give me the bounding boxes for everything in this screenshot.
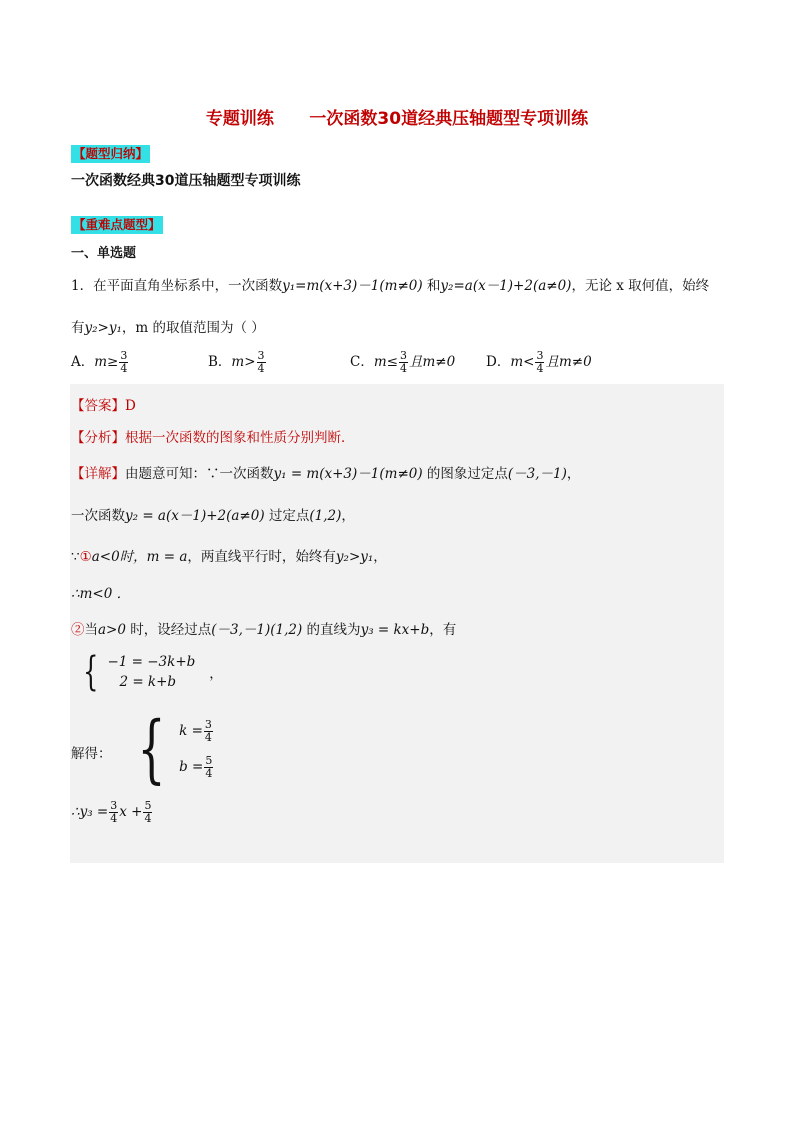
detail-line-4: ∴m<0 ．: [71, 586, 131, 602]
detail-text: 当: [84, 622, 98, 638]
fraction-denominator: 4: [110, 812, 118, 825]
detail-text: ，: [566, 466, 581, 482]
option-b[interactable]: [208, 350, 267, 375]
fraction-numerator: 3: [257, 349, 265, 362]
condition: a<0时，: [91, 549, 147, 565]
detail-text: 一次函数: [71, 508, 125, 524]
formula-inequality: y₂>y₁: [84, 320, 122, 336]
option-c[interactable]: [350, 350, 455, 375]
analysis-text: 根据一次函数的图象和性质分别判断．: [125, 430, 355, 446]
brace-icon: {: [83, 649, 99, 695]
option-relation: m>: [231, 354, 256, 370]
option-relation: m≥: [94, 354, 119, 370]
question-text: 有: [71, 320, 85, 336]
formula: x +: [119, 804, 143, 820]
answer-value: D: [125, 398, 136, 414]
fraction-denominator: 4: [257, 362, 265, 375]
final-result: [71, 800, 153, 825]
solution-b-label: b =: [179, 759, 204, 775]
analysis-line: [71, 426, 355, 446]
formula-y2: y₂=a(x－1)+2(a≠0): [440, 278, 572, 294]
detail-text: 过定点: [264, 508, 310, 524]
option-label: A．: [71, 354, 95, 370]
formula: y₂>y₁: [335, 549, 374, 565]
fraction-numerator: 5: [144, 799, 152, 812]
solution-b: [179, 749, 214, 785]
fraction-denominator: 4: [120, 362, 128, 375]
fraction-denominator: 4: [205, 767, 213, 780]
fraction-numerator: 5: [205, 754, 213, 767]
fraction: [143, 800, 152, 825]
option-label: B．: [208, 354, 232, 370]
fraction: [257, 350, 266, 375]
brace-icon: {: [137, 706, 166, 792]
equation-2: 2 = k+b: [119, 674, 177, 690]
section-heading-single-choice: 一、单选题: [71, 246, 137, 261]
detail-text: ∵: [71, 549, 80, 565]
condition: a>0: [98, 622, 126, 638]
detail-text: 由题意可知：∵一次函数: [125, 466, 274, 482]
detail-text: ，两直线平行时，始终有: [187, 549, 336, 565]
answer-line: [71, 394, 136, 414]
detail-text: ，: [209, 666, 223, 682]
fraction: [119, 350, 128, 375]
detail-text: ，: [373, 549, 387, 565]
fraction-numerator: 3: [399, 349, 407, 362]
question-text: 和: [422, 278, 441, 294]
equation-1: −1 = −3k+b: [107, 654, 196, 670]
fraction: [399, 350, 408, 375]
question-text: ，无论 x 取何值，始终: [571, 278, 710, 294]
detail-text: ，有: [429, 622, 457, 638]
option-tail: 且m≠0: [545, 354, 592, 370]
fraction-denominator: 4: [204, 731, 212, 744]
detail-text: 时，设经过点: [125, 622, 212, 638]
question-text: ，m 的取值范围为（ ）: [121, 320, 265, 336]
case-marker: ①: [79, 549, 92, 565]
option-relation: m<: [510, 354, 535, 370]
fixed-point: (－3,－1): [507, 466, 567, 482]
formula-y3: y₃ = kx+b: [360, 622, 430, 638]
analysis-label: 【分析】: [71, 430, 125, 446]
question-text: 1．在平面直角坐标系中，一次函数: [71, 278, 283, 294]
fixed-point: (1,2): [309, 508, 342, 524]
formula-y1: y₁ = m(x+3)－1(m≠0): [273, 466, 423, 482]
page-title: 专题训练 一次函数30道经典压轴题型专项训练: [205, 109, 589, 129]
points: (－3,－1)(1,2): [211, 622, 303, 638]
detail-text: 的图象过定点: [422, 466, 508, 482]
answer-label: 【答案】: [71, 398, 125, 414]
detail-label: 【详解】: [71, 466, 125, 482]
option-tail: 且m≠0: [408, 354, 456, 370]
section-tag-key-types: 【重难点题型】: [73, 217, 161, 232]
detail-line-2: [71, 504, 355, 524]
fraction-numerator: 3: [536, 349, 544, 362]
question-line-2: [71, 316, 265, 336]
section-tag-summary: 【题型归纳】: [73, 146, 149, 161]
formula-y2: y₂ = a(x－1)+2(a≠0): [125, 508, 265, 524]
fraction-numerator: 3: [110, 799, 118, 812]
solve-label: 解得：: [71, 746, 112, 762]
formula: m = a: [146, 549, 188, 565]
fraction: [535, 350, 544, 375]
fraction: [204, 755, 213, 780]
fraction-denominator: 4: [144, 812, 152, 825]
fraction: [109, 800, 118, 825]
detail-line-5: [71, 618, 456, 638]
solution-k-label: k =: [179, 723, 203, 739]
question-line-1: [71, 274, 709, 294]
solution-system: [128, 706, 214, 792]
option-relation: m≤: [373, 354, 398, 370]
fraction-denominator: 4: [399, 362, 407, 375]
option-d[interactable]: [486, 350, 592, 375]
section-heading-summary: 一次函数经典30道压轴题型专项训练: [71, 173, 301, 189]
option-label: C．: [350, 354, 374, 370]
formula-y3: ∴y₃ =: [71, 804, 109, 820]
formula-y1: y₁=m(x+3)－1(m≠0): [282, 278, 423, 294]
detail-text: ，: [341, 508, 355, 524]
case-marker: ②: [71, 622, 85, 638]
fraction-numerator: 3: [120, 349, 128, 362]
detail-line-3: [71, 545, 387, 565]
option-label: D．: [486, 354, 511, 370]
equation-system: [78, 649, 223, 695]
fraction: [204, 719, 213, 744]
solution-k: [179, 713, 214, 749]
option-a[interactable]: [71, 350, 129, 375]
detail-line-1: [71, 462, 580, 482]
detail-text: 的直线为: [302, 622, 361, 638]
fraction-numerator: 3: [204, 718, 212, 731]
fraction-denominator: 4: [536, 362, 544, 375]
